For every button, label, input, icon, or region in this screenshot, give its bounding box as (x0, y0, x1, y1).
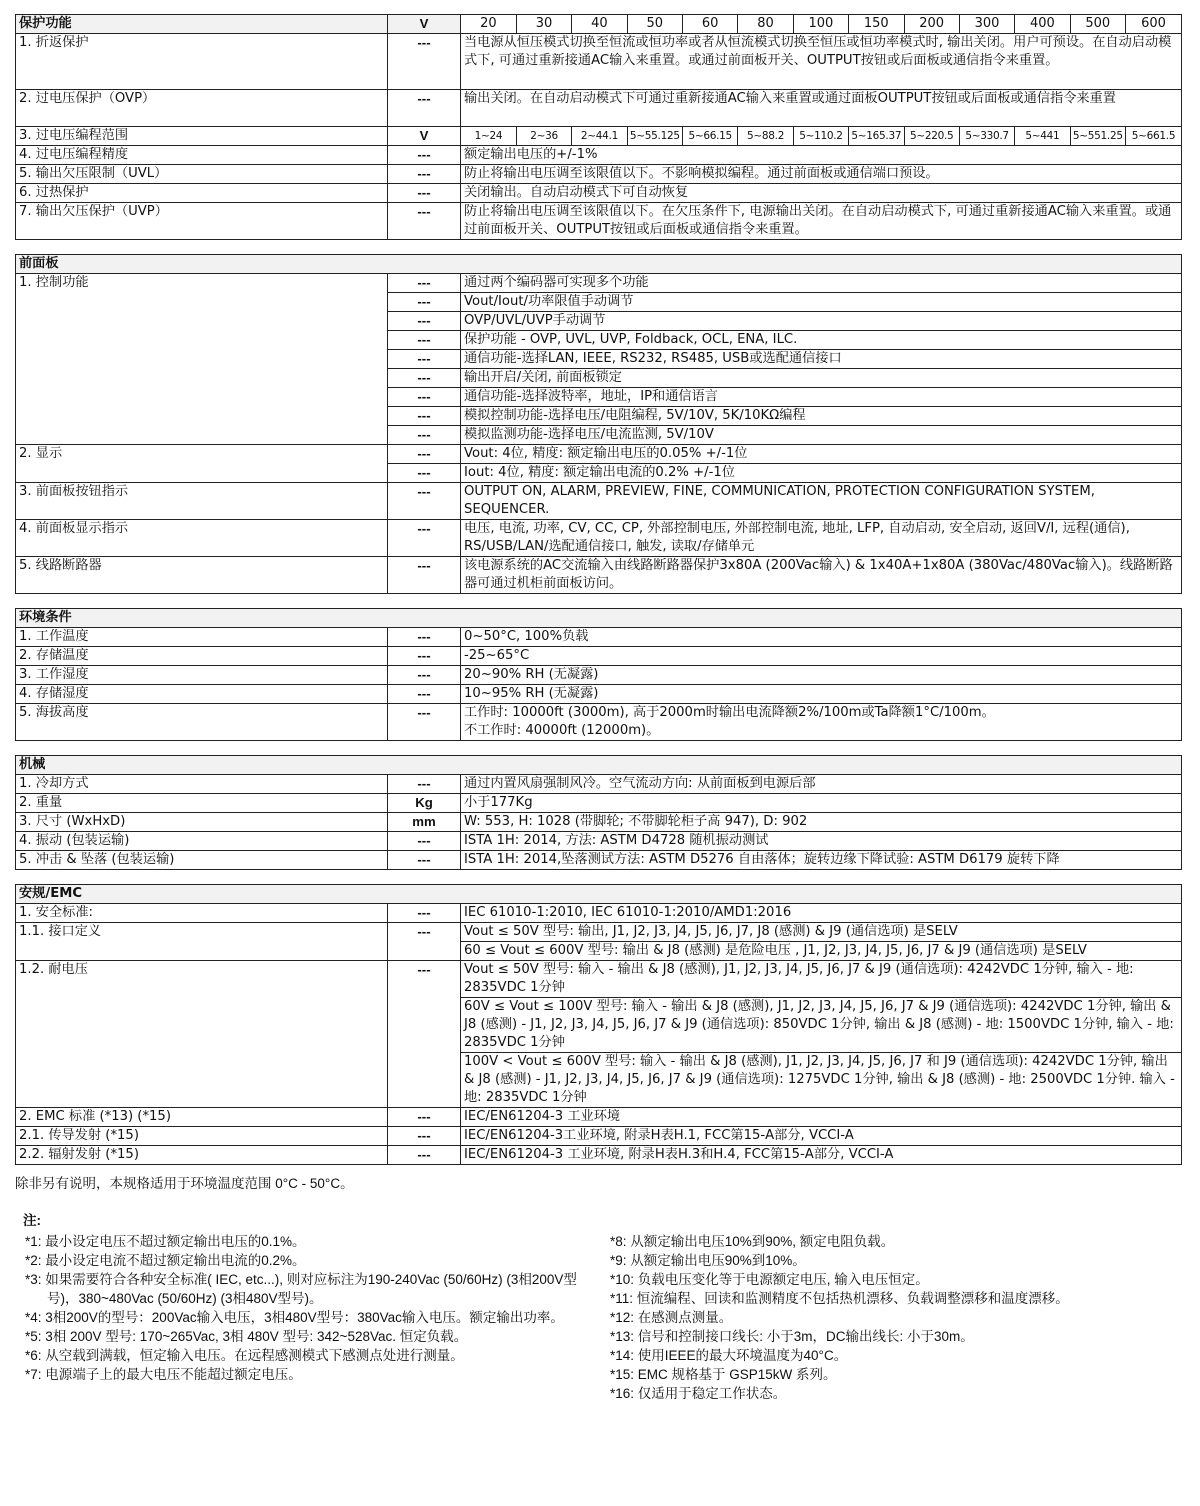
row-value: 小于177Kg (461, 794, 1182, 813)
row-value: 输出关闭。在自动启动模式下可通过重新接通AC输入来重置或通过面板OUTPUT按钮或后面板或通信指令来重置 (461, 90, 1182, 127)
row-value: 0~50°C, 100%负载 (461, 628, 1182, 647)
row-value: 通过内置风扇强制风冷。空气流动方向: 从前面板到电源后部 (461, 775, 1182, 794)
row-value: IEC/EN61204-3 工业环境, 附录H表H.3和H.4, FCC第15-A部分, VCCI-A (461, 1146, 1182, 1165)
control-unit: --- (388, 369, 460, 388)
spec-sheet (15, 14, 1181, 1165)
row-label: 2.2. 辐射发射 (*15) (16, 1146, 388, 1165)
row-value: 防止将输出电压调至该限值以下。在欠压条件下, 电源输出关闭。在自动启动模式下, 可通过重新接通AC输入来重置。或通过前面板开关、OUTPUT按钮或后面板或通信指令来重置。 (461, 203, 1182, 240)
interface-line-1: Vout ≤ 50V 型号: 输出, J1, J2, J3, J4, J5, J6, J7, J8 (感测) & J9 (通信选项) 是SELV (461, 923, 1181, 942)
ovp-range-cell: 5~330.7 (959, 127, 1014, 145)
row-label: 1. 控制功能 (16, 274, 388, 445)
ovp-range-cell: 2~36 (516, 127, 571, 145)
row-unit: --- (388, 904, 461, 923)
voltage-model-400: 400 (1015, 15, 1070, 33)
row-value: 当电源从恒压模式切换至恒流或恒功率或者从恒流模式切换至恒压或恒功率模式时, 输出关闭。用户可预设。在自动启动模式下, 可通过重新接通AC输入来重置。或通过前面板开关、OUTPUT按钮或后面板或通信指令来重置。 (461, 34, 1182, 90)
note-item: *12: 在感测点测量。 (610, 1310, 733, 1325)
display-unit: --- (388, 445, 460, 464)
note-item: *2: 最小设定电流不超过额定输出电流的0.2%。 (25, 1253, 306, 1268)
section-title-safety-emc: 安规/EMC (16, 885, 1182, 904)
front-panel-table (15, 254, 1182, 594)
ovp-range-cell: 1~24 (461, 127, 516, 145)
note-item: *15: EMC 规格基于 GSP15kW 系列。 (610, 1367, 837, 1382)
row-value: -25~65°C (461, 647, 1182, 666)
display-item: Iout: 4位, 精度: 额定输出电流的0.2% +/-1位 (464, 465, 735, 480)
row-label: 4. 振动 (包装运输) (16, 832, 388, 851)
section-title-environment: 环境条件 (16, 609, 1182, 628)
row-label: 3. 尺寸 (WxHxD) (16, 813, 388, 832)
row-unit: --- (388, 666, 461, 685)
display-units (388, 445, 461, 483)
altitude-line-2: 不工作时: 40000ft (12000m)。 (464, 723, 660, 738)
control-item: 输出开启/关闭, 前面板锁定 (461, 369, 1181, 388)
row-label: 6. 过热保护 (16, 184, 388, 203)
unit-header: V (388, 15, 461, 34)
note-item: *1: 最小设定电压不超过额定输出电压的0.1%。 (25, 1234, 306, 1249)
row-unit: --- (388, 704, 461, 741)
environment-table (15, 608, 1182, 741)
voltage-model-150: 150 (849, 15, 904, 33)
row-label: 2.1. 传导发射 (*15) (16, 1127, 388, 1146)
note-item: *9: 从额定输出电压90%到10%。 (610, 1253, 806, 1268)
row-unit: --- (388, 184, 461, 203)
note-item: *7: 电源端子上的最大电压不能超过额定电压。 (25, 1367, 302, 1382)
control-unit: --- (388, 407, 460, 426)
ovp-range-cell: 2~44.1 (572, 127, 627, 145)
mechanical-table (15, 755, 1182, 870)
row-unit: --- (388, 520, 461, 557)
voltage-model-60: 60 (683, 15, 738, 33)
control-item: 保护功能 - OVP, UVL, UVP, Foldback, OCL, ENA, ILC. (461, 331, 1181, 350)
row-value: ISTA 1H: 2014, 方法: ASTM D4728 随机振动测试 (461, 832, 1182, 851)
row-label: 3. 工作湿度 (16, 666, 388, 685)
voltage-header (461, 15, 1182, 34)
voltage-model-40: 40 (572, 15, 627, 33)
control-unit: --- (388, 388, 460, 407)
row-unit: --- (388, 647, 461, 666)
row-label: 1. 冷却方式 (16, 775, 388, 794)
row-label: 1. 安全标准: (16, 904, 388, 923)
row-unit: --- (388, 165, 461, 184)
interface-values (461, 923, 1182, 961)
row-value: IEC/EN61204-3工业环境, 附录H表H.1, FCC第15-A部分, VCCI-A (461, 1127, 1182, 1146)
altitude-value (461, 704, 1182, 741)
row-unit: --- (388, 90, 461, 127)
altitude-line-1: 工作时: 10000ft (3000m), 高于2000m时输出电流降额2%/100m或Ta降额1°C/100m。 (464, 705, 995, 720)
row-value: 额定输出电压的+/-1% (461, 146, 1182, 165)
voltage-model-100: 100 (793, 15, 848, 33)
ovp-range-cell: 5~165.37 (849, 127, 904, 145)
note-item: *6: 从空载到满载，恒定输入电压。在远程感测模式下感测点处进行测量。 (25, 1348, 464, 1363)
ovp-range-cell: 5~551.25 (1070, 127, 1125, 145)
display-unit: --- (417, 465, 431, 480)
row-unit: --- (388, 851, 461, 870)
row-value: IEC 61010-1:2010, IEC 61010-1:2010/AMD1:2016 (461, 904, 1182, 923)
ovp-range-cell: 5~220.5 (904, 127, 959, 145)
ambient-note: 除非另有说明，本规格适用于环境温度范围 0°C - 50°C。 (15, 1176, 354, 1191)
row-value: 该电源系统的AC交流输入由线路断路器保护3x80A (200Vac输入) & 1x40A+1x80A (380Vac/480Vac输入)。线路断路器可通过机柜前面板访问。 (461, 557, 1182, 594)
row-label: 1. 工作温度 (16, 628, 388, 647)
row-label: 1. 折返保护 (16, 34, 388, 90)
row-unit: --- (388, 685, 461, 704)
row-value: W: 553, H: 1028 (带脚轮; 不带脚轮柜子高 947), D: 902 (461, 813, 1182, 832)
control-item: 通信功能-选择LAN, IEEE, RS232, RS485, USB或选配通信接口 (461, 350, 1181, 369)
row-unit: --- (388, 961, 461, 1108)
ovp-range-values (461, 127, 1182, 146)
row-unit: --- (388, 34, 461, 90)
control-item: OVP/UVL/UVP手动调节 (461, 312, 1181, 331)
note-item: *5: 3相 200V 型号: 170~265Vac, 3相 480V 型号: 342~528Vac. 恒定负载。 (25, 1329, 468, 1344)
row-unit: --- (388, 923, 461, 961)
row-label: 4. 存储湿度 (16, 685, 388, 704)
voltage-model-300: 300 (959, 15, 1014, 33)
row-unit: --- (388, 628, 461, 647)
control-unit: --- (388, 331, 460, 350)
row-unit: V (388, 127, 461, 146)
row-label: 1.2. 耐电压 (16, 961, 388, 1108)
protection-table (15, 14, 1182, 240)
display-items (461, 445, 1182, 483)
row-unit: mm (388, 813, 461, 832)
voltage-model-30: 30 (516, 15, 571, 33)
ovp-range-cell: 5~110.2 (793, 127, 848, 145)
row-label: 3. 前面板按钮指示 (16, 483, 388, 520)
voltage-model-200: 200 (904, 15, 959, 33)
control-unit: --- (388, 293, 460, 312)
row-label: 1.1. 接口定义 (16, 923, 388, 961)
voltage-model-50: 50 (627, 15, 682, 33)
note-item: *3: 如果需要符合各种安全标准( IEC, etc...), 则对应标注为190-240Vac (50/60Hz) (3相200V型号)，380~480Vac (50/60Hz) (3相480V型号)。 (25, 1272, 577, 1306)
withstand-block-1: Vout ≤ 50V 型号: 输入 - 输出 & J8 (感测), J1, J2, J3, J4, J5, J6, J7 & J9 (通信选项): 4242VDC 1分钟, 输入 - 地: 2835VDC 1分钟 (461, 961, 1181, 998)
row-label: 2. 显示 (16, 445, 388, 483)
row-unit: --- (388, 146, 461, 165)
withstand-block-2: 60V ≤ Vout ≤ 100V 型号: 输入 - 输出 & J8 (感测), J1, J2, J3, J4, J5, J6, J7 & J9 (通信选项): 4242VDC 1分钟, 输出 & J8 (感测) - J1, J2, J3, J4, J5, J6, J7 & J9 (通信选项): 850VDC 1分钟, 输出 & J8 (感测) - 地: 1500VDC 1分钟, 输入 - 地: 2835VDC 1分钟 (461, 998, 1181, 1053)
control-item: 通信功能-选择波特率，地址，IP和通信语言 (461, 388, 1181, 407)
section-title-mechanical: 机械 (16, 756, 1182, 775)
row-unit: --- (388, 832, 461, 851)
section-title-protection: 保护功能 (16, 15, 388, 34)
control-items (461, 274, 1182, 445)
row-unit: --- (388, 775, 461, 794)
row-value: 10~95% RH (无凝露) (461, 685, 1182, 704)
row-label: 2. EMC 标准 (*13) (*15) (16, 1108, 388, 1127)
row-value: 防止将输出电压调至该限值以下。不影响模拟编程。通过前面板或通信端口预设。 (461, 165, 1182, 184)
withstand-block-3: 100V < Vout ≤ 600V 型号: 输入 - 输出 & J8 (感测), J1, J2, J3, J4, J5, J6, J7 和 J9 (通信选项): 4242VDC 1分钟, 输出 & J8 (感测) - J1, J2, J3, J4, J5, J6, J7 & J9 (通信选项): 1275VDC 1分钟, 输出 & J8 (感测) - 地: 2500VDC 1分钟. 输入 - 地: 2835VDC 1分钟 (464, 1054, 1175, 1105)
control-unit: --- (388, 350, 460, 369)
notes-title: 注: (23, 1213, 41, 1228)
row-unit: Kg (388, 794, 461, 813)
row-unit: --- (388, 1146, 461, 1165)
notes-right (600, 1232, 1170, 1403)
row-label: 4. 过电压编程精度 (16, 146, 388, 165)
row-value: ISTA 1H: 2014,坠落测试方法: ASTM D5276 自由落体；旋转边缘下降试验: ASTM D6179 旋转下降 (461, 851, 1182, 870)
note-item: *13: 信号和控制接口线长: 小于3m，DC输出线长: 小于30m。 (610, 1329, 974, 1344)
row-value: OUTPUT ON, ALARM, PREVIEW, FINE, COMMUNICATION, PROTECTION CONFIGURATION SYSTEM, SEQUENCER. (461, 483, 1182, 520)
row-value: 电压, 电流, 功率, CV, CC, CP, 外部控制电压, 外部控制电流, 地址, LFP, 自动启动, 安全启动, 返回V/I, 远程(通信), RS/USB/LAN/选配通信接口, 触发, 读取/存储单元 (461, 520, 1182, 557)
row-value: IEC/EN61204-3 工业环境 (461, 1108, 1182, 1127)
note-item: *4: 3相200V的型号：200Vac输入电压，3相480V型号：380Vac输入电压。额定输出功率。 (25, 1310, 564, 1325)
footer (15, 1174, 1181, 1403)
row-unit: --- (388, 1108, 461, 1127)
row-label: 4. 前面板显示指示 (16, 520, 388, 557)
control-item: 通过两个编码器可实现多个功能 (461, 274, 1181, 293)
control-unit: --- (388, 312, 460, 331)
row-label: 2. 重量 (16, 794, 388, 813)
note-item: *14: 使用IEEE的最大环境温度为40°C。 (610, 1348, 848, 1363)
row-label: 5. 线路断路器 (16, 557, 388, 594)
ovp-range-cell: 5~88.2 (738, 127, 793, 145)
voltage-model-600: 600 (1141, 16, 1166, 31)
section-title-front-panel: 前面板 (16, 255, 1182, 274)
note-item: *16: 仅适用于稳定工作状态。 (610, 1386, 787, 1401)
control-units (388, 274, 461, 445)
note-item: *10: 负载电压变化等于电源额定电压, 输入电压恒定。 (610, 1272, 929, 1287)
row-unit: --- (388, 203, 461, 240)
notes (15, 1232, 1181, 1403)
row-value: 20~90% RH (无凝露) (461, 666, 1182, 685)
row-label: 2. 存储温度 (16, 647, 388, 666)
ovp-range-cell: 5~441 (1015, 127, 1070, 145)
row-label: 5. 冲击 & 坠落 (包装运输) (16, 851, 388, 870)
note-item: *8: 从额定输出电压10%到90%, 额定电阻负载。 (610, 1234, 895, 1249)
voltage-model-80: 80 (738, 15, 793, 33)
notes-left (15, 1232, 600, 1403)
voltage-model-500: 500 (1070, 15, 1125, 33)
withstand-values (461, 961, 1182, 1108)
row-unit: --- (388, 1127, 461, 1146)
safety-emc-table (15, 884, 1182, 1165)
control-item: 模拟监测功能-选择电压/电流监测, 5V/10V (464, 427, 714, 442)
row-unit: --- (388, 483, 461, 520)
row-label: 2. 过电压保护（OVP） (16, 90, 388, 127)
voltage-model-20: 20 (461, 15, 516, 33)
row-value: 关闭输出。自动启动模式下可自动恢复 (461, 184, 1182, 203)
interface-line-2: 60 ≤ Vout ≤ 600V 型号: 输出 & J8 (感测) 是危险电压 , J1, J2, J3, J4, J5, J6, J7 & J9 (通信选项) 是SELV (464, 943, 1087, 958)
control-item: Vout/Iout/功率限值手动调节 (461, 293, 1181, 312)
row-label: 5. 输出欠压限制（UVL） (16, 165, 388, 184)
control-unit: --- (388, 274, 460, 293)
control-unit: --- (417, 427, 431, 442)
row-unit: --- (388, 557, 461, 594)
control-item: 模拟控制功能-选择电压/电阻编程, 5V/10V, 5K/10KΩ编程 (461, 407, 1181, 426)
note-item: *11: 恒流编程、回读和监测精度不包括热机漂移、负载调整漂移和温度漂移。 (610, 1291, 1069, 1306)
ovp-range-cell: 5~661.5 (1131, 130, 1176, 142)
row-label: 3. 过电压编程范围 (16, 127, 388, 146)
row-label: 5. 海拔高度 (16, 704, 388, 741)
ovp-range-cell: 5~66.15 (683, 127, 738, 145)
display-item: Vout: 4位, 精度: 额定输出电压的0.05% +/-1位 (461, 445, 1181, 464)
row-label: 7. 输出欠压保护（UVP） (16, 203, 388, 240)
ovp-range-cell: 5~55.125 (627, 127, 682, 145)
